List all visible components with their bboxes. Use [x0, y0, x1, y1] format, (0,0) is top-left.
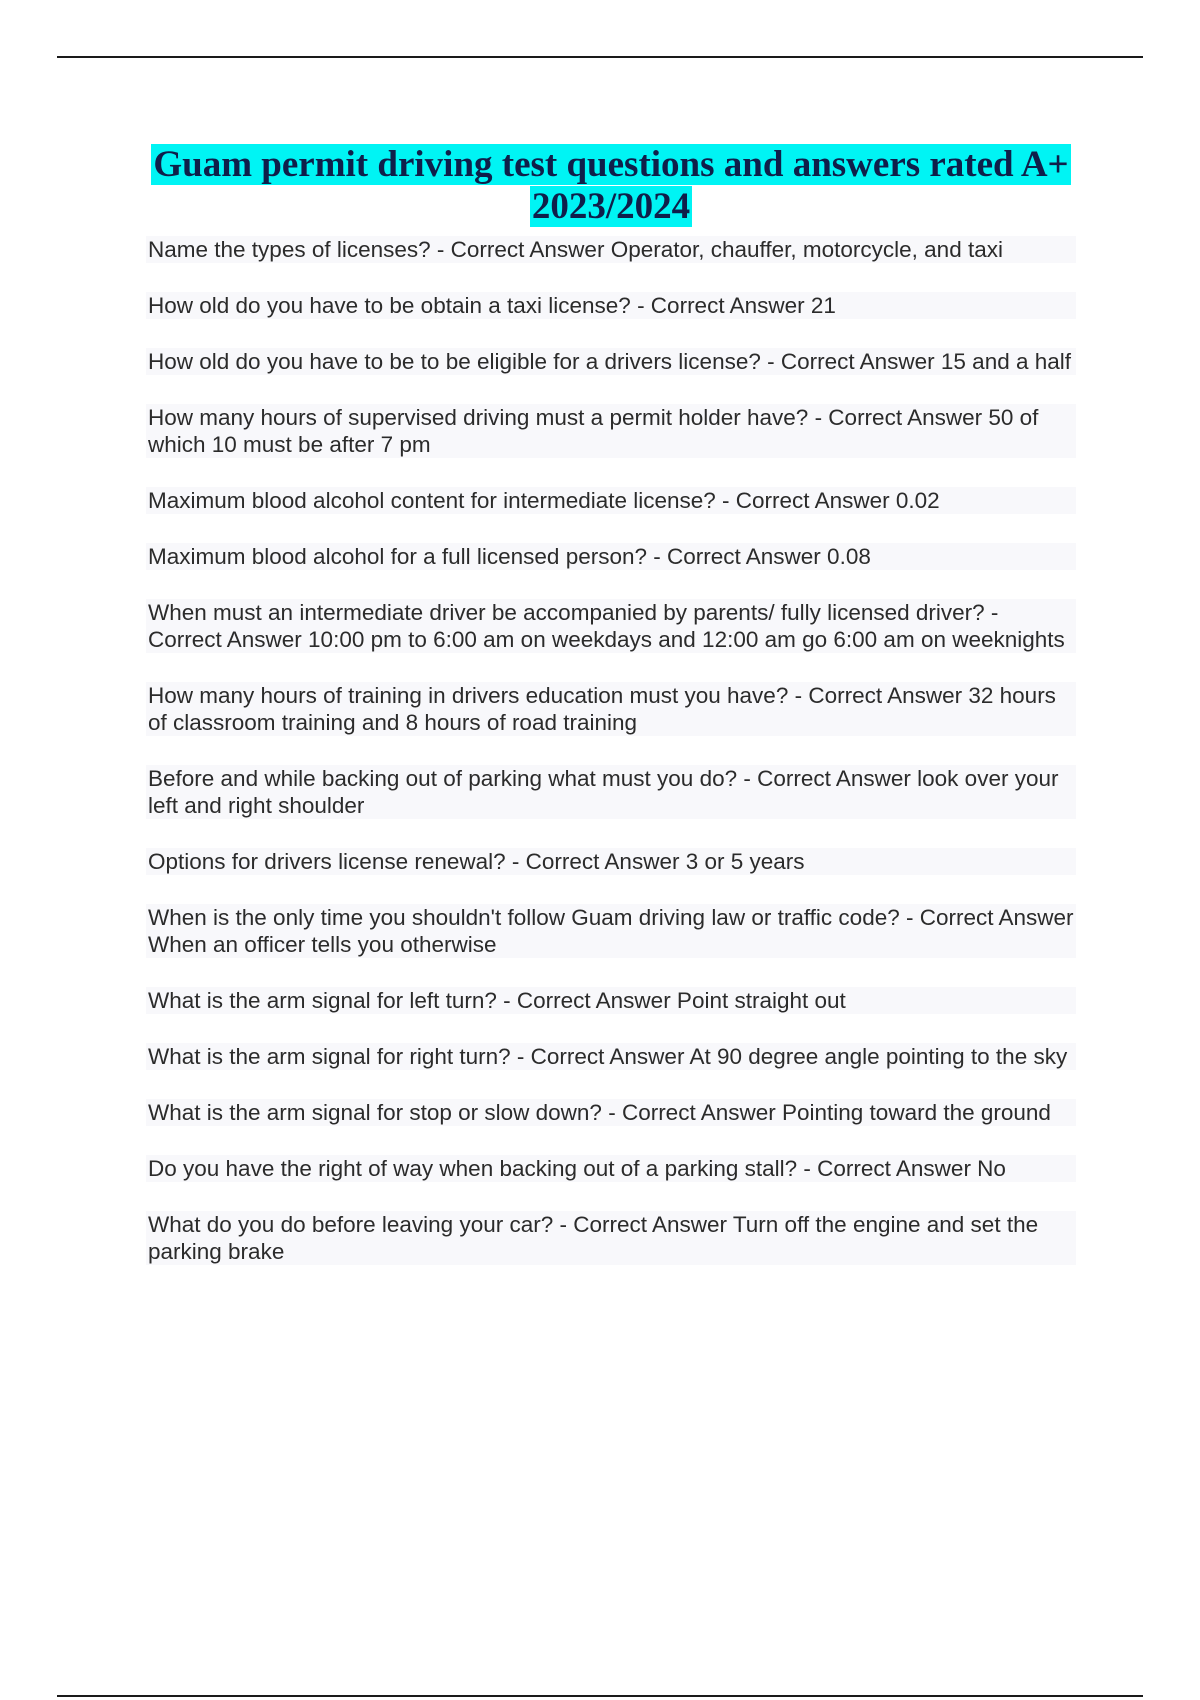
qa-item: Before and while backing out of parking what must you do? - Correct Answer look over your left and right shoulder: [146, 765, 1076, 819]
qa-item: Maximum blood alcohol content for intermediate license? - Correct Answer 0.02: [146, 487, 1076, 514]
document-title: [146, 144, 1076, 228]
qa-item: How many hours of supervised driving must a permit holder have? - Correct Answer 50 of which 10 must be after 7 pm: [146, 404, 1076, 458]
bottom-rule: [57, 1695, 1143, 1697]
qa-item: When must an intermediate driver be accompanied by parents/ fully licensed driver? - Correct Answer 10:00 pm to 6:00 am on weekdays and 12:00 am go 6:00 am on weeknights: [146, 599, 1076, 653]
qa-item: What is the arm signal for left turn? - Correct Answer Point straight out: [146, 987, 1076, 1014]
qa-item: How many hours of training in drivers education must you have? - Correct Answer 32 hours of classroom training and 8 hours of road training: [146, 682, 1076, 736]
document-page: [146, 144, 1076, 1294]
qa-item: How old do you have to be obtain a taxi license? - Correct Answer 21: [146, 292, 1076, 319]
qa-item: What do you do before leaving your car? - Correct Answer Turn off the engine and set the parking brake: [146, 1211, 1076, 1265]
qa-item: Options for drivers license renewal? - Correct Answer 3 or 5 years: [146, 848, 1076, 875]
document-title-text: Guam permit driving test questions and answers rated A+ 2023/2024: [153, 144, 1069, 227]
qa-item: Do you have the right of way when backing out of a parking stall? - Correct Answer No: [146, 1155, 1076, 1182]
qa-list: [146, 236, 1076, 1265]
qa-item: How old do you have to be to be eligible for a drivers license? - Correct Answer 15 and a half: [146, 348, 1076, 375]
top-rule: [57, 56, 1143, 58]
qa-item: When is the only time you shouldn't follow Guam driving law or traffic code? - Correct Answer When an officer tells you otherwise: [146, 904, 1076, 958]
qa-item: Maximum blood alcohol for a full licensed person? - Correct Answer 0.08: [146, 543, 1076, 570]
qa-item: What is the arm signal for stop or slow down? - Correct Answer Pointing toward the ground: [146, 1099, 1076, 1126]
qa-item: What is the arm signal for right turn? - Correct Answer At 90 degree angle pointing to the sky: [146, 1043, 1076, 1070]
qa-item: Name the types of licenses? - Correct Answer Operator, chauffer, motorcycle, and taxi: [146, 236, 1076, 263]
